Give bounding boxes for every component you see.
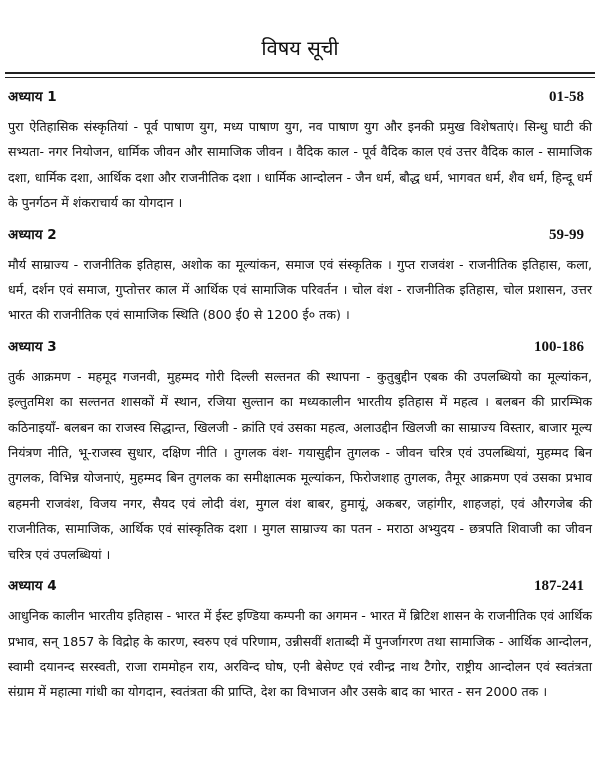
chapter-label: अध्याय 1	[8, 89, 57, 105]
chapter-pages: 01-58	[549, 89, 584, 105]
chapter-content: तुर्क आक्रमण - महमूद गजनवी, मुहम्मद गोरी दिल्ली सल्तनत की स्थापना - कुतुबुद्दीन एबक की उपलब्धियो का मूल्यांकन, इल्तुतमिश का सल्तनत शासकों में स्थान, रजिया सुल्तान का मध्यकालीन भारतीय इतिहास में महत्व । बलबन की प्रारम्भिक कठिनाइयाँ- बलबन का राजस्व सिद्धान्त, खिलजी - क्रांति एवं उसका महत्व, अलाउद्दीन खिलजी का साम्राज्य विस्तार, बाजार मूल्य नियंत्रण नीति, भू-राजस्व सुधार, दक्षिण नीति । तुगलक वंश- गयासुद्दीन तुगलक - जीवन चरित्र एवं उपलब्धियां, मुहम्मद बिन तुगलक, विभिन्न योजनाएं, मुहम्मद बिन तुगलक का समीक्षात्मक मूल्यांकन, फिरोजशाह तुगलक, तैमूर आक्रमण एवं उसका प्रभाव बहमनी राजवंश, विजय नगर, सैयद एवं लोदी वंश, मुगल वंश बाबर, हुमायूं, अकबर, जहांगीर, शाहजहां, एवं औरगजेब की राजनीतिक, सामाजिक, आर्थिक एवं सांस्कृतिक दशा । मुगल साम्राज्य का पतन - मराठा अभ्युदय - छत्रपति शिवाजी का जीवन चरित्र एवं उपलब्धियां ।	[8, 368, 593, 562]
chapter-4	[8, 575, 592, 705]
chapter-heading	[8, 86, 592, 108]
chapter-pages: 59-99	[549, 226, 584, 243]
title-divider-thin	[5, 77, 595, 78]
page-title: विषय सूची	[261, 36, 339, 60]
chapter-pages: 100-186	[534, 338, 584, 355]
chapter-heading	[8, 575, 592, 597]
chapter-content: आधुनिक कालीन भारतीय इतिहास - भारत में ईस्ट इण्डिया कम्पनी का अगमन - भारत में ब्रिटिश शासन के राजनीतिक एवं आर्थिक प्रभाव, सन् 1857 के विद्रोह के कारण, स्वरुप एवं परिणाम, उन्नीसवीं शताब्दी में पुनर्जागरण तथा सामाजिक - आर्थिक आन्दोलन, स्वामी दयानन्द सरस्वती, राजा राममोहन राय, अरविन्द घोष, एनी बेसेण्ट एवं रवीन्द्र नाथ टैगोर, राष्ट्रीय आन्दोलन एवं स्वतंत्रता संग्राम में महात्मा गांधी का योगदान, स्वतंत्रता की प्राप्ति, देश का विभाजन और उसके बाद का भारत - सन 2000 तक ।	[8, 608, 592, 700]
chapter-heading	[8, 336, 592, 358]
chapter-heading	[8, 224, 592, 246]
chapter-3	[8, 336, 592, 567]
chapter-label: अध्याय 3	[8, 338, 57, 355]
title-divider-group	[5, 72, 595, 78]
chapter-content: पुरा ऐतिहासिक संस्कृतियां - पूर्व पाषाण युग, मध्य पाषाण युग, नव पाषाण युग और इनकी प्रमुख विशेषताएं। सिन्धु घाटी की सभ्यता- नगर नियोजन, धार्मिक जीवन और सामाजिक जीवन । वैदिक काल - पूर्व वैदिक काल एवं उत्तर वैदिक काल - सामाजिक दशा, धार्मिक दशा, आर्थिक दशा और राजनीतिक दशा । धार्मिक आन्दोलन - जैन धर्म, बौद्ध धर्म, भागवत धर्म, शैव धर्म, हिन्दू धर्म के पुनर्गठन में शंकराचार्य का योगदान ।	[8, 119, 592, 211]
chapter-label: अध्याय 2	[8, 226, 57, 243]
chapter-2	[8, 224, 592, 328]
title-divider	[5, 72, 595, 74]
chapter-pages: 187-241	[534, 578, 584, 595]
chapter-1	[8, 86, 592, 216]
chapter-content: मौर्य साम्राज्य - राजनीतिक इतिहास, अशोक का मूल्यांकन, समाज एवं संस्कृतिक । गुप्त राजवंश - राजनीतिक इतिहास, कला, धर्म, दर्शन एवं समाज, गुप्तोत्तर काल में आर्थिक एवं सामाजिक परिवर्तन । चोल वंश - राजनीतिक इतिहास, चोल प्रशासन, उत्तर भारत की राजनीतिक एवं सामाजिक स्थिति (800 ई0 से 1200 ई० तक) ।	[8, 256, 592, 323]
chapter-label: अध्याय 4	[8, 578, 57, 595]
